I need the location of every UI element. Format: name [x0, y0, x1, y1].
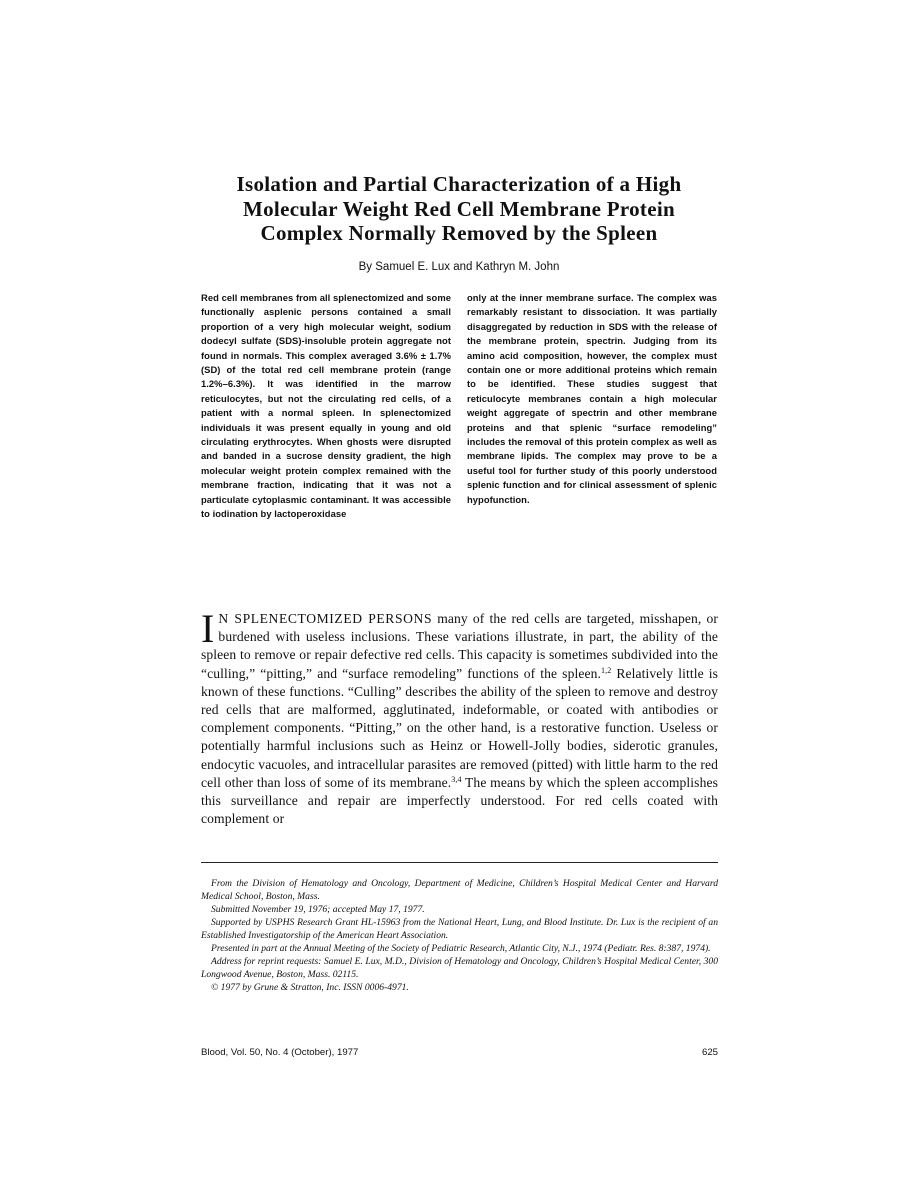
drop-cap: I [201, 606, 215, 651]
reference-superscript: 3,4 [451, 774, 462, 784]
lead-in: N SPLENECTOMIZED PERSONS [218, 611, 433, 626]
body-text-segment: many of the red cells are targeted, misshapen, or burdened with useless inclusions. These variations illustrate, in part, the ability of the spleen to remove or repair defective red cells. This capacity is sometimes subdivided into the “culling,” “pitting,” and “surface remodeling” functions of the spleen. [201, 611, 718, 681]
journal-citation: Blood, Vol. 50, No. 4 (October), 1977 [201, 1047, 359, 1058]
footnote-dates: Submitted November 19, 1976; accepted May 17, 1977. [211, 904, 425, 915]
body-paragraph [201, 606, 718, 828]
footnotes [201, 877, 718, 994]
abstract-column-right: only at the inner membrane surface. The complex was remarkably resistant to dissociation. It was partially disaggregated by reduction in SDS with the release of the membrane protein, spectrin. Judging from its amino acid composition, however, the complex must contain one or more additional proteins which remain to be identified. These studies suggest that reticulocyte membranes contain a high molecular weight aggregate of spectrin and other membrane proteins and that splenic “surface remodeling” includes the removal of this protein complex as well as membrane lipids. The complex may prove to be a useful tool for further study of this poorly understood splenic function and for clinical assessment of splenic hypofunction. [467, 292, 717, 505]
author-byline: By Samuel E. Lux and Kathryn M. John [358, 261, 560, 273]
abstract-column-left: Red cell membranes from all splenectomized and some functionally asplenic persons contained a small proportion of a very high molecular weight, sodium dodecyl sulfate (SDS)-insoluble protein aggregate not found in normals. This complex averaged 3.6% ± 1.7% (SD) of the total red cell membrane protein (range 1.2%–6.3%). It was identified in the marrow reticulocytes, but not the circulating red cells, of a patient with a normal spleen. In splenectomized individuals it was present equally in young and old circulating erythrocytes. When ghosts were disrupted and banded in a sucrose density gradient, the high molecular weight protein complex remained with the membrane fraction, indicating that it was not a particulate cytoplasmic contaminant. It was accessible to iodination by lactoperoxidase [201, 292, 451, 520]
reference-superscript: 1,2 [601, 665, 612, 675]
footnote-reprint-address: Address for reprint requests: Samuel E. Lux, M.D., Division of Hematology and Oncology, Children’s Hospital Medical Center, 300 Longwood Avenue, Boston, Mass. 02115. [201, 956, 718, 980]
footnote-presented: Presented in part at the Annual Meeting of the Society of Pediatric Research, Atlantic City, N.J., 1974 (Pediatr. Res. 8:387, 1974). [211, 943, 711, 954]
footnote-affiliation: From the Division of Hematology and Oncology, Department of Medicine, Children’s Hospital Medical Center and Harvard Medical School, Boston, Mass. [201, 878, 718, 902]
footnote-divider [201, 862, 718, 863]
article-title: Isolation and Partial Characterization of a High Molecular Weight Red Cell Membrane Protein Complex Normally Removed by the Spleen [236, 172, 682, 245]
footnote-copyright: © 1977 by Grune & Stratton, Inc. ISSN 0006-4971. [211, 982, 409, 993]
body-text-segment: Relatively little is known of these functions. “Culling” describes the ability of the spleen to remove and destroy red cells that are malformed, agglutinated, indeformable, or coated with antibodies or complement components. “Pitting,” on the other hand, is a restorative function. Useless or potentially harmful inclusions such as Heinz or Howell-Jolly bodies, siderotic granules, endocytic vacuoles, and intracellular parasites are removed (pitted) with little harm to the red cell other than loss of some of its membrane. [201, 665, 718, 790]
footnote-support: Supported by USPHS Research Grant HL-15963 from the National Heart, Lung, and Blood Institute. Dr. Lux is the recipient of an Established Investigatorship of the American Heart Association. [201, 917, 718, 941]
body-text-segment: The means by which the spleen accomplishes this surveillance and repair are imperfectly understood. For red cells coated with complement or [201, 774, 718, 827]
page-number: 625 [701, 1047, 718, 1058]
